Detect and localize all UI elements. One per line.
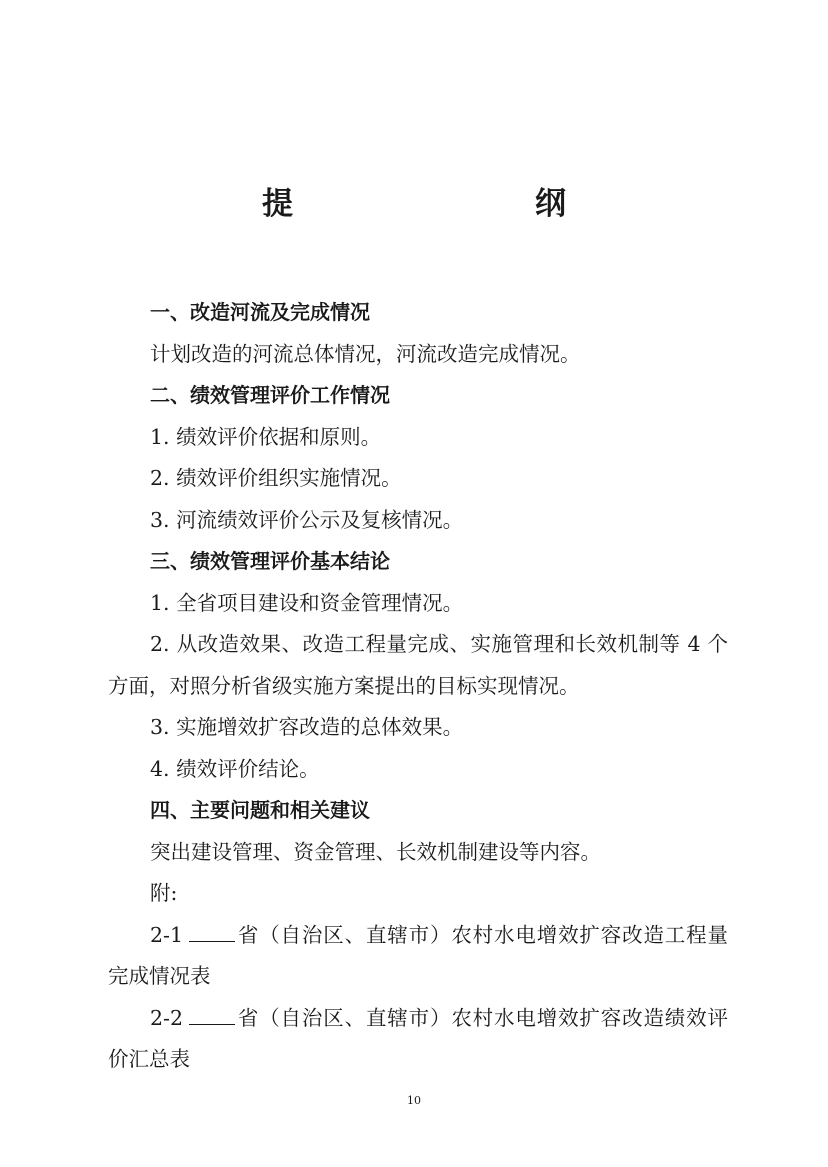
appendix-item-2 <box>108 998 728 1081</box>
page-title: 提 纲 <box>262 186 626 222</box>
appendix-item-1-code: 2-1 <box>150 922 184 947</box>
appendix-item-1 <box>108 915 728 998</box>
appendix-item-1-blank <box>189 925 235 942</box>
section-2-heading: 二、绩效管理评价工作情况 <box>150 383 390 407</box>
section-3-heading: 三、绩效管理评价基本结论 <box>150 549 390 573</box>
section-3-item-2: 2. 从改造效果、改造工程量完成、实施管理和长效机制等 4 个方面，对照分析省级实施方案提出的目标实现情况。 <box>108 632 728 698</box>
section-4-heading: 四、主要问题和相关建议 <box>150 798 370 822</box>
section-4-text: 突出建设管理、资金管理、长效机制建设等内容。 <box>150 839 601 864</box>
section-1-heading: 一、改造河流及完成情况 <box>150 300 370 324</box>
section-3-item-1: 1. 全省项目建设和资金管理情况。 <box>150 590 464 615</box>
appendix-item-1-text: 省（自治区、直辖市）农村水电增效扩容改造工程量完成情况表 <box>108 922 728 988</box>
section-2-item-1: 1. 绩效评价依据和原则。 <box>150 424 382 449</box>
section-2-item-3: 3. 河流绩效评价公示及复核情况。 <box>150 507 464 532</box>
section-3-item-3: 3. 实施增效扩容改造的总体效果。 <box>150 715 464 739</box>
section-2-item-2: 2. 绩效评价组织实施情况。 <box>150 466 402 490</box>
section-3-item-4: 4. 绩效评价结论。 <box>150 756 320 781</box>
appendix-item-2-text: 省（自治区、直辖市）农村水电增效扩容改造绩效评价汇总表 <box>108 1005 728 1071</box>
document-body <box>108 292 728 1081</box>
section-1-text: 计划改造的河流总体情况，河流改造完成情况。 <box>150 341 581 366</box>
appendix-item-2-code: 2-2 <box>150 1005 184 1030</box>
appendix-label: 附: <box>150 881 178 905</box>
page-number: 10 <box>407 1094 421 1107</box>
appendix-item-2-blank <box>189 1008 235 1025</box>
